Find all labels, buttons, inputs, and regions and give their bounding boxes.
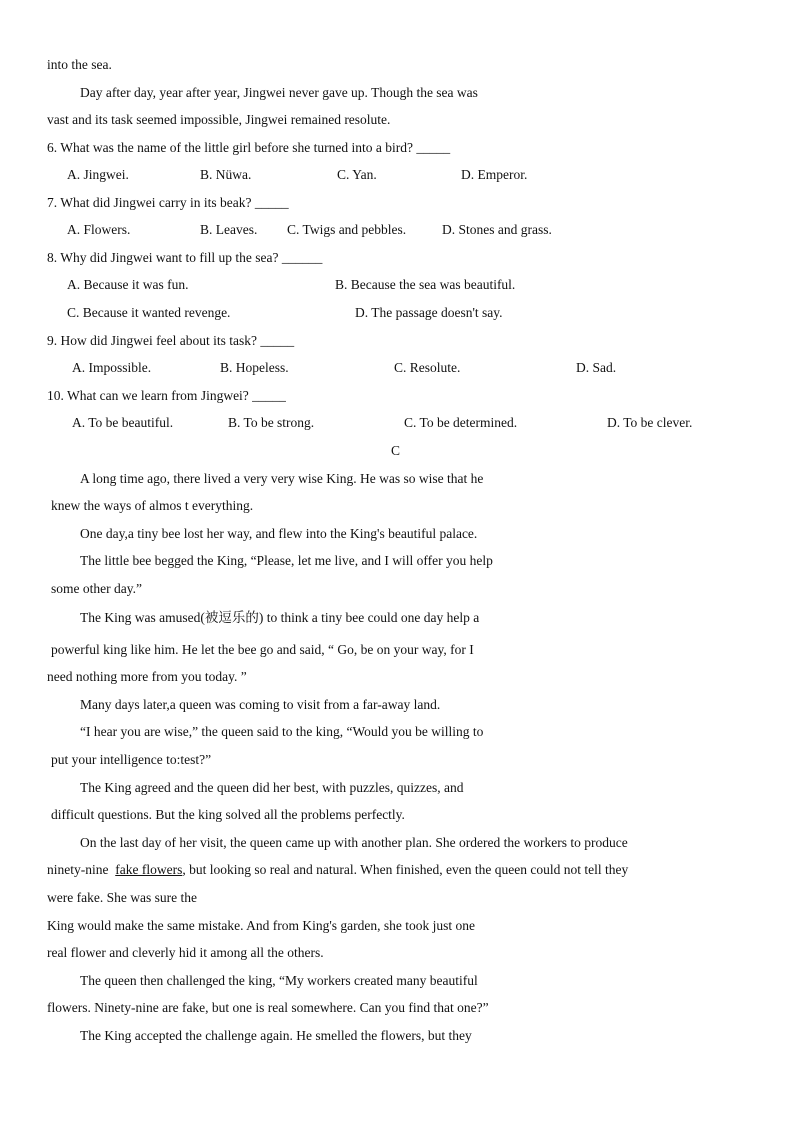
passage-line: The King accepted the challenge again. He smelled the flowers, but they: [80, 1028, 472, 1043]
q9-option-d: D. Sad.: [576, 360, 617, 375]
passage-line: vast and its task seemed impossible, Jingwei remained resolute.: [47, 112, 391, 127]
passage-line: The King was amused(被逗乐的) to think a tiny bee could one day help a: [80, 610, 480, 625]
q10-option-d: D. To be clever.: [607, 415, 693, 430]
passage-line: On the last day of her visit, the queen came up with another plan. She ordered the workers to produce: [80, 835, 628, 850]
passage-line: powerful king like him. He let the bee go and said, “ Go, be on your way, for I: [51, 642, 474, 657]
q8-option-d: D. The passage doesn't say.: [355, 305, 503, 320]
passage-line: A long time ago, there lived a very very wise King. He was so wise that he: [80, 471, 484, 486]
q6-option-b: B. Nüwa.: [200, 167, 252, 182]
passage-line: The queen then challenged the king, “My workers created many beautiful: [80, 973, 478, 988]
passage-line: knew the ways of almos t everything.: [51, 498, 254, 513]
q8-option-b: B. Because the sea was beautiful.: [335, 277, 516, 292]
question-9-stem: 9. How did Jingwei feel about its task? _____: [47, 333, 295, 348]
passage-line: Day after day, year after year, Jingwei never gave up. Though the sea was: [80, 85, 478, 100]
passage-line: into the sea.: [47, 57, 112, 72]
text-segment: ninety-nine: [47, 862, 109, 877]
passage-line: were fake. She was sure the: [47, 890, 197, 905]
q7-option-b: B. Leaves.: [200, 222, 258, 237]
passage-line: real flower and cleverly hid it among all the others.: [47, 945, 324, 960]
text-segment: , but looking so real and natural. When finished, even the queen could not tell they: [182, 862, 629, 877]
q8-option-c: C. Because it wanted revenge.: [67, 305, 231, 320]
passage-line: some other day.”: [51, 581, 142, 596]
q6-option-c: C. Yan.: [337, 167, 377, 182]
underlined-phrase: fake flowers: [115, 862, 183, 877]
q9-option-a: A. Impossible.: [72, 360, 152, 375]
passage-line: put your intelligence to:test?”: [51, 752, 212, 767]
q6-option-d: D. Emperor.: [461, 167, 528, 182]
q10-option-c: C. To be determined.: [404, 415, 518, 430]
passage-line: One day,a tiny bee lost her way, and flew into the King's beautiful palace.: [80, 526, 478, 541]
q10-option-b: B. To be strong.: [228, 415, 315, 430]
passage-line: King would make the same mistake. And from King's garden, she took just one: [47, 918, 475, 933]
passage-line: need nothing more from you today. ”: [47, 669, 247, 684]
question-8-stem: 8. Why did Jingwei want to fill up the sea? ______: [47, 250, 323, 265]
q8-option-a: A. Because it was fun.: [67, 277, 189, 292]
q9-option-c: C. Resolute.: [394, 360, 461, 375]
passage-line: “I hear you are wise,” the queen said to the king, “Would you be willing to: [80, 724, 484, 739]
passage-line: flowers. Ninety-nine are fake, but one is real somewhere. Can you find that one?”: [47, 1000, 489, 1015]
q7-option-c: C. Twigs and pebbles.: [287, 222, 407, 237]
passage-line: The King agreed and the queen did her best, with puzzles, quizzes, and: [80, 780, 464, 795]
passage-line-fake-flowers: [47, 862, 628, 878]
question-10-stem: 10. What can we learn from Jingwei? _____: [47, 388, 286, 403]
q7-option-d: D. Stones and grass.: [442, 222, 552, 237]
q10-option-a: A. To be beautiful.: [72, 415, 174, 430]
question-7-stem: 7. What did Jingwei carry in its beak? _____: [47, 195, 289, 210]
q6-option-a: A. Jingwei.: [67, 167, 129, 182]
q7-option-a: A. Flowers.: [67, 222, 131, 237]
passage-line: difficult questions. But the king solved all the problems perfectly.: [51, 807, 405, 822]
section-heading: C: [391, 443, 401, 458]
passage-line: The little bee begged the King, “Please, let me live, and I will offer you help: [80, 553, 493, 568]
passage-line: Many days later,a queen was coming to visit from a far-away land.: [80, 697, 441, 712]
question-6-stem: 6. What was the name of the little girl before she turned into a bird? _____: [47, 140, 451, 155]
q9-option-b: B. Hopeless.: [220, 360, 289, 375]
